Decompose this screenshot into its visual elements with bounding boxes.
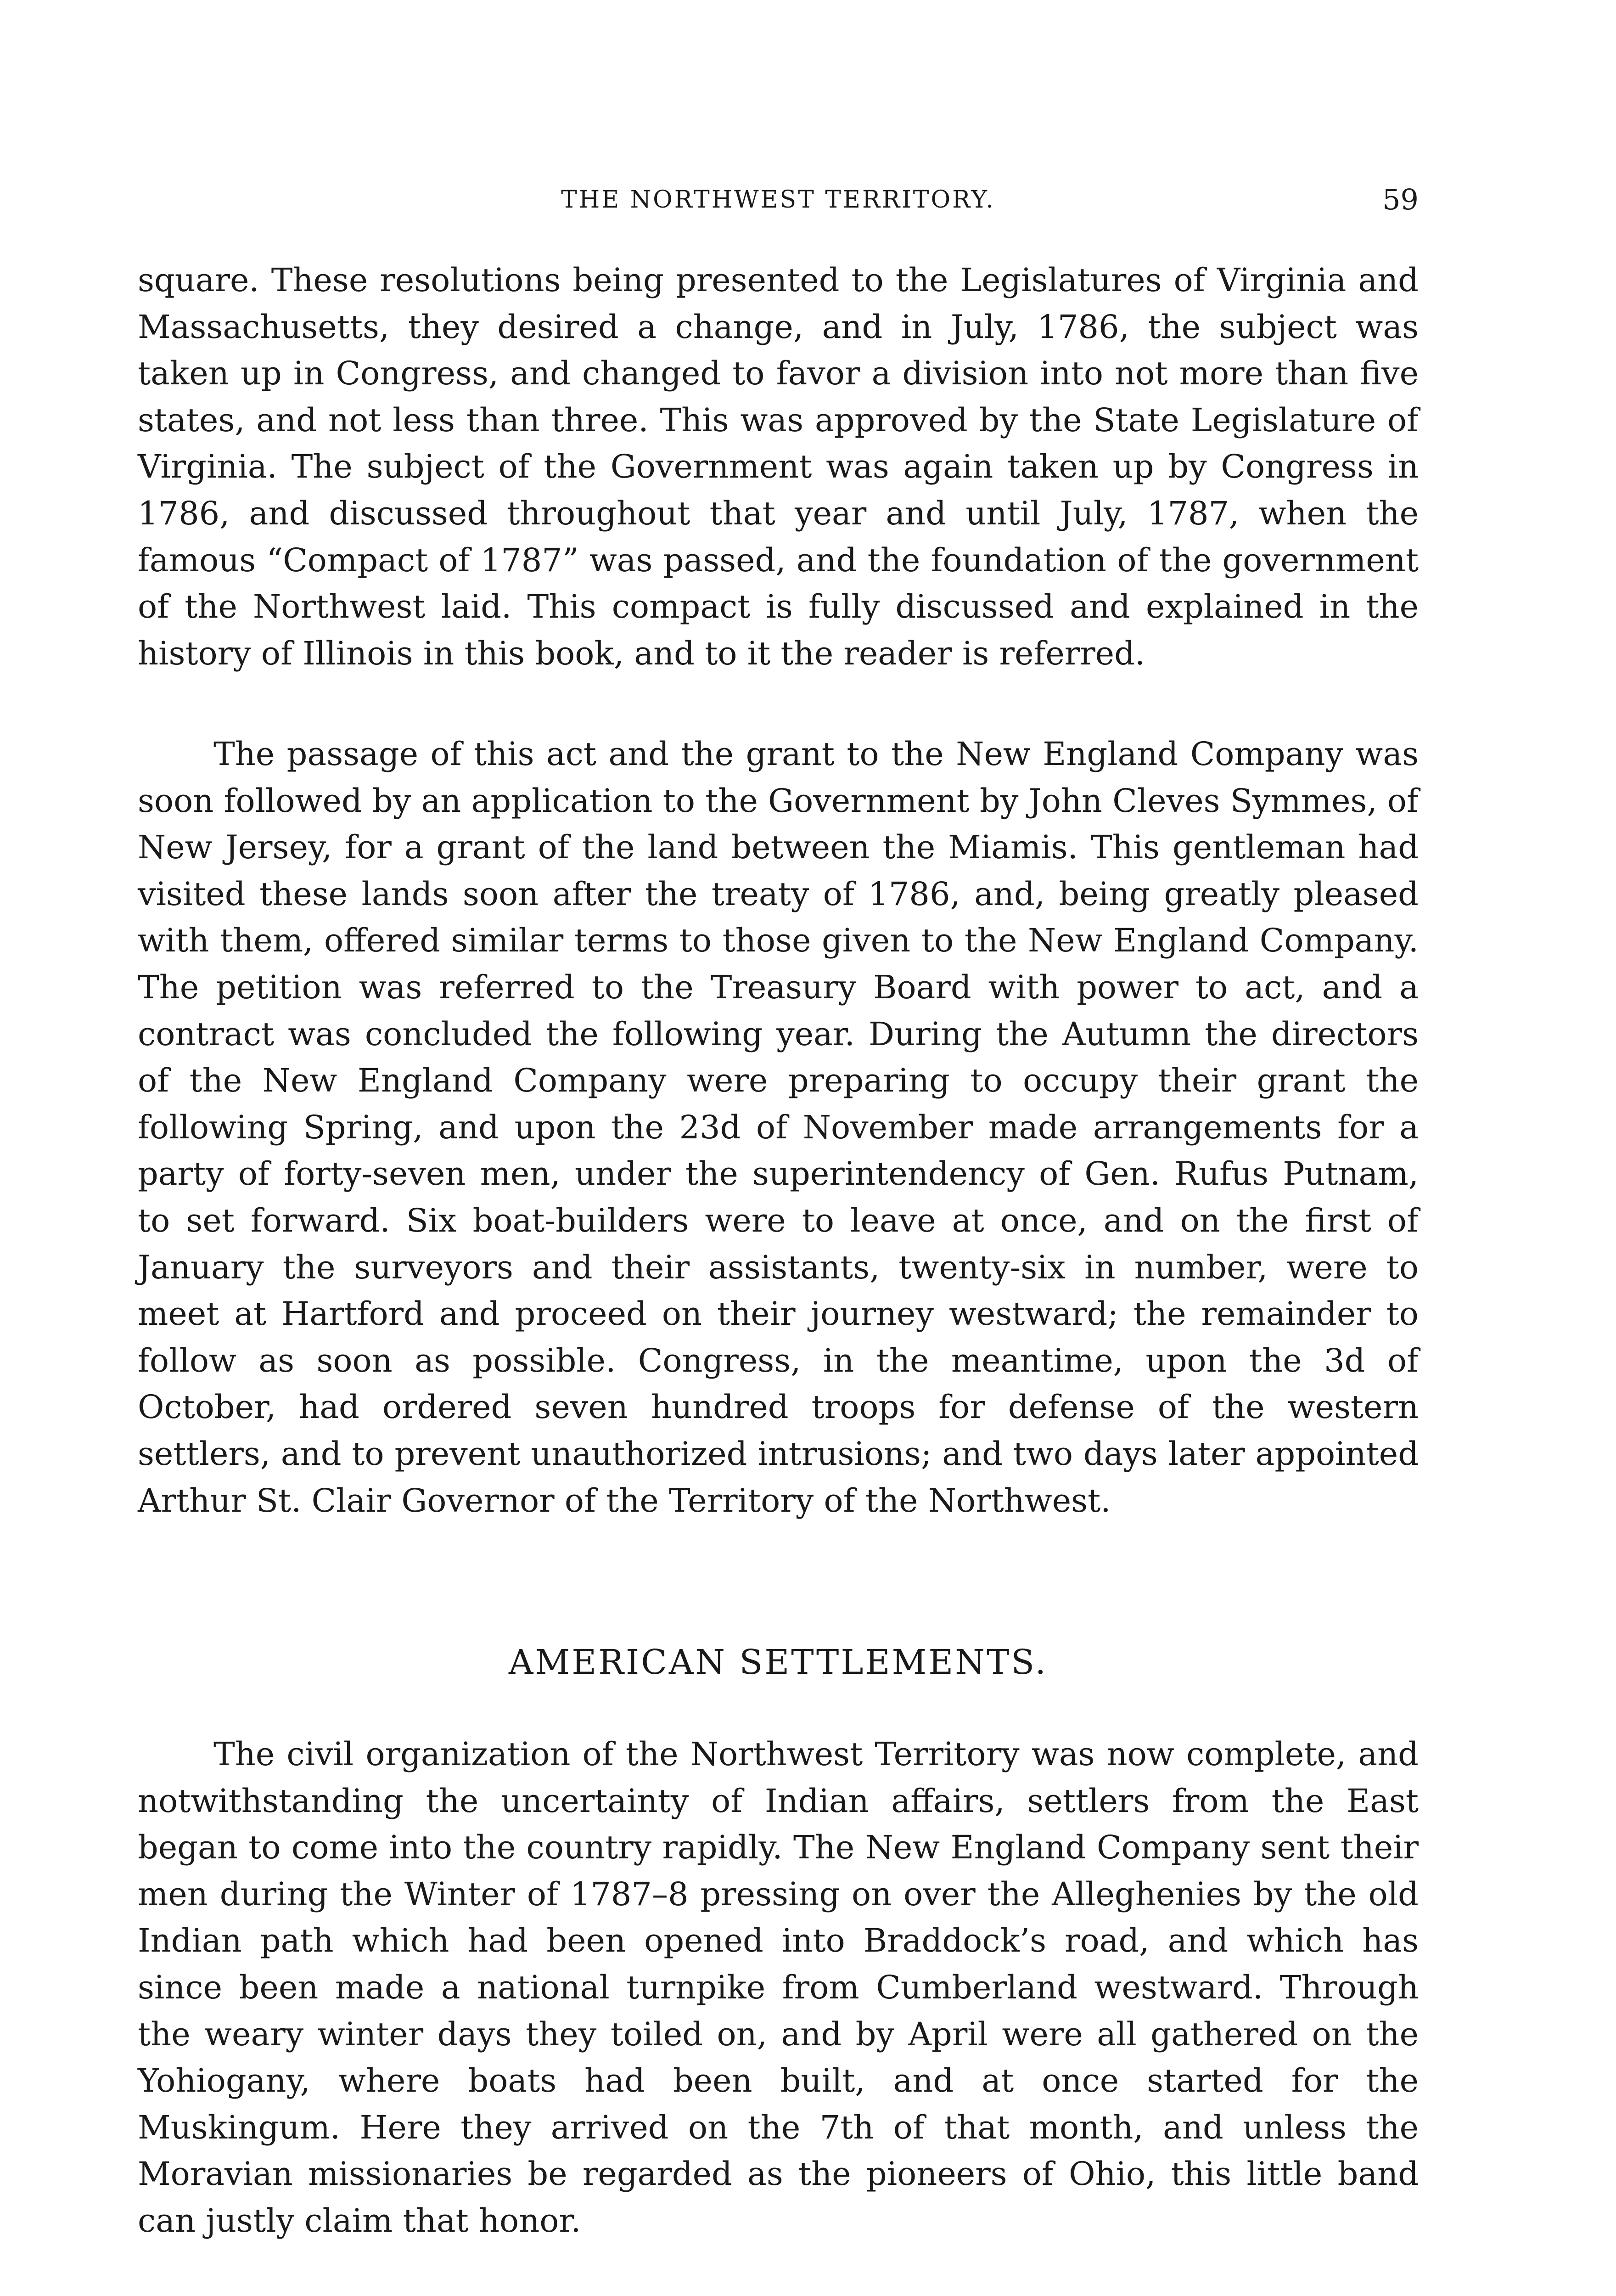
paragraph-continuation	[138, 257, 1419, 677]
running-title: THE NORTHWEST TERRITORY.	[561, 186, 995, 214]
paragraph-2: The passage of this act and the grant to the New England Company was soon followed by an application to the Government by John Cleves Symmes, of New Jersey, for a grant of the land between the Miamis. This gentleman had visited these lands soon after the treaty of 1786, and, being greatly pleased with them, offered similar terms to those given to the New England Company. The petition was referred to the Treasury Board with power to act, and a contract was concluded the following year. During the Autumn the directors of the New England Company were preparing to occupy their grant the following Spring, and upon the 23d of November made arrangements for a party of forty-seven men, under the superintendency of Gen. Rufus Putnam, to set forward. Six boat-builders were to leave at once, and on the first of January the surveyors and their assistants, twenty-six in number, were to meet at Hartford and proceed on their journey westward; the remainder to follow as soon as possible. Congress, in the meantime, upon the 3d of October, had ordered seven hundred troops for defense of the western settlers, and to prevent unauthorized intrusions; and two days later appointed Arthur St. Clair Governor of the Territory of the Northwest.	[138, 735, 1419, 1519]
section-heading: AMERICAN SETTLEMENTS.	[509, 1643, 1048, 1682]
paragraph-1: square. These resolutions being presented to the Legislatures of Virginia and Massachusetts, they desired a change, and in July, 1786, the subject was taken up in Congress, and changed to favor a division into not more than five states, and not less than three. This was approved by the State Legislature of Virginia. The subject of the Government was again taken up by Congress in 1786, and discussed throughout that year and until July, 1787, when the famous “Compact of 1787” was passed, and the foundation of the government of the Northwest laid. This compact is fully discussed and explained in the history of Illinois in this book, and to it the reader is referred.	[138, 261, 1419, 672]
paragraph-settlements	[138, 1731, 1419, 2245]
paragraph-3: The civil organization of the Northwest Territory was now complete, and notwithstanding the uncertainty of Indian affairs, settlers from the East began to come into the country rapidly. The New England Company sent their men during the Winter of 1787–8 pressing on over the Alleghenies by the old Indian path which had been opened into Braddock’s road, and which has since been made a national turnpike from Cumberland westward. Through the weary winter days they toiled on, and by April were all gathered on the Yohiogany, where boats had been built, and at once started for the Muskingum. Here they arrived on the 7th of that month, and unless the Moravian missionaries be regarded as the pioneers of Ohio, this little band can justly claim that honor.	[138, 1735, 1419, 2240]
paragraph-symmes-grant	[138, 731, 1419, 1524]
page-number: 59	[1382, 183, 1419, 216]
running-head	[138, 181, 1419, 218]
